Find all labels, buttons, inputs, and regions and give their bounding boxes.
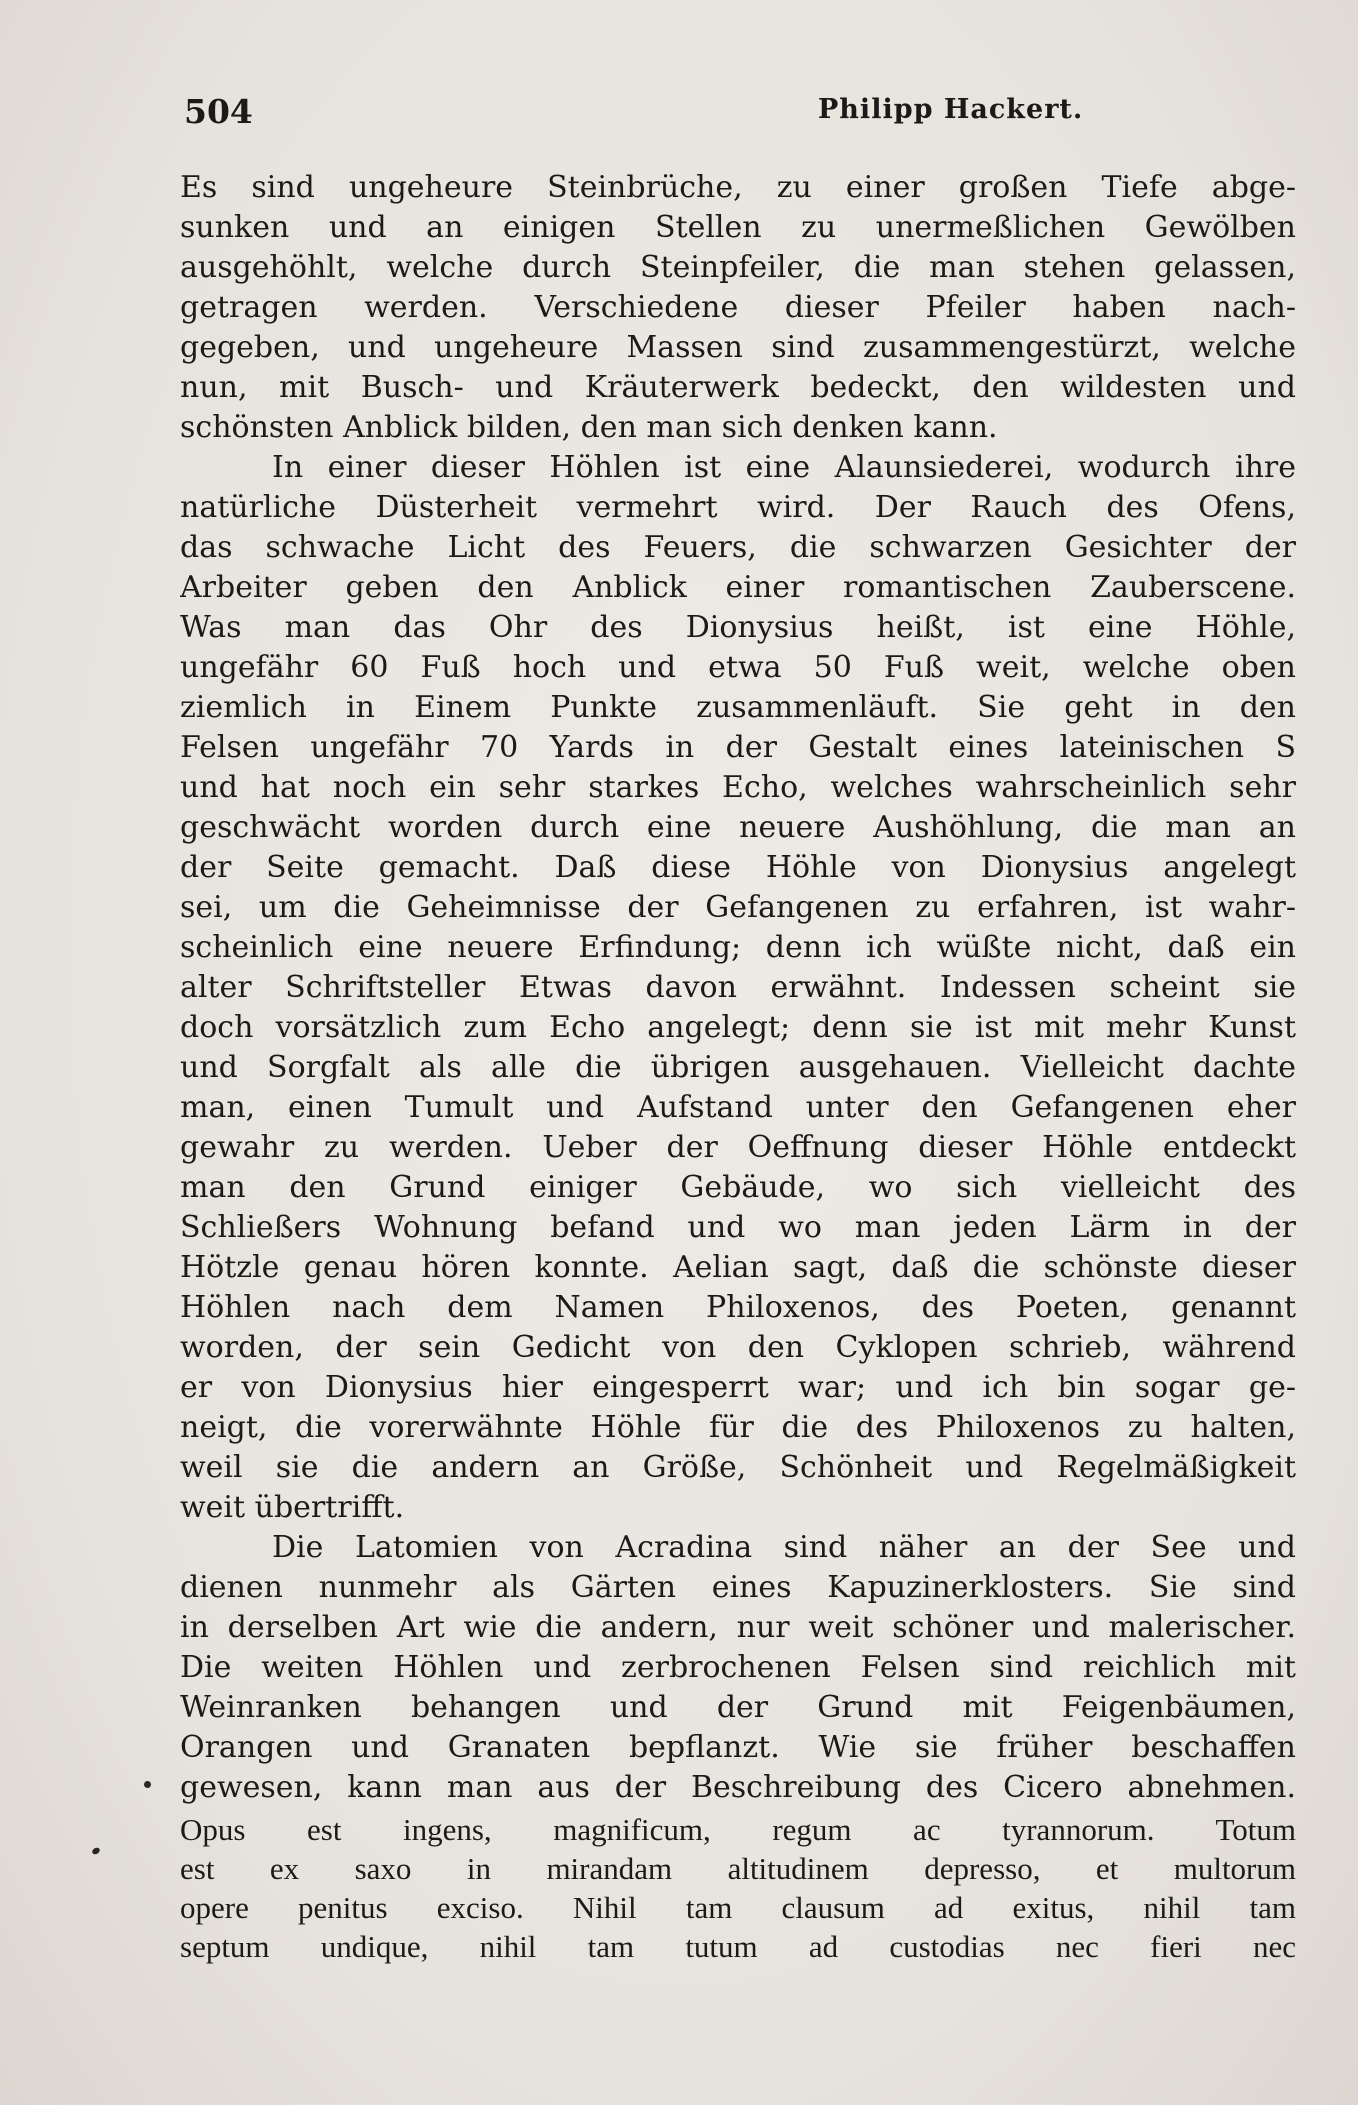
text-line: er von Dionysius hier eingesperrt war; und ich bin sogar ge- xyxy=(180,1370,1296,1405)
text-line: Schließers Wohnung befand und wo man jeden Lärm in der xyxy=(180,1210,1296,1245)
text-line: scheinlich eine neuere Erfindung; denn ich wüßte nicht, daß ein xyxy=(180,930,1296,965)
text-line: gewesen, kann man aus der Beschreibung des Cicero abnehmen. xyxy=(180,1770,1296,1805)
quote-line: opere penitus exciso. Nihil tam clausum ad exitus, nihil tam xyxy=(180,1890,1296,1925)
text-line: gewahr zu werden. Ueber der Oeffnung dieser Höhle entdeckt xyxy=(180,1130,1296,1165)
text-line: Orangen und Granaten bepflanzt. Wie sie früher beschaffen xyxy=(180,1730,1296,1765)
paragraph-3 xyxy=(180,1528,1296,1808)
text-line: weil sie die andern an Größe, Schönheit und Regelmäßigkeit xyxy=(180,1450,1296,1485)
text-line: das schwache Licht des Feuers, die schwarzen Gesichter der xyxy=(180,530,1296,565)
paragraph-2 xyxy=(180,448,1296,1528)
quote-line: Opus est ingens, magnificum, regum ac tyrannorum. Totum xyxy=(180,1812,1296,1847)
paragraph-1 xyxy=(180,168,1296,448)
page-header xyxy=(180,92,1300,132)
text-line: sunken und an einigen Stellen zu unermeßlichen Gewölben xyxy=(180,210,1296,245)
ink-speck xyxy=(91,1846,101,1855)
quote-line: septum undique, nihil tam tutum ad custodias nec fieri nec xyxy=(180,1929,1296,1964)
text-line: Arbeiter geben den Anblick einer romantischen Zauberscene. xyxy=(180,570,1296,605)
text-line: dienen nunmehr als Gärten eines Kapuzinerklosters. Sie sind xyxy=(180,1570,1296,1605)
ink-speck xyxy=(144,1781,151,1788)
text-line: Höhlen nach dem Namen Philoxenos, des Poeten, genannt xyxy=(180,1290,1296,1325)
text-line: natürliche Düsterheit vermehrt wird. Der Rauch des Ofens, xyxy=(180,490,1296,525)
text-line: ungefähr 60 Fuß hoch und etwa 50 Fuß weit, welche oben xyxy=(180,650,1296,685)
text-line: geschwächt worden durch eine neuere Aushöhlung, die man an xyxy=(180,810,1296,845)
text-line: schönsten Anblick bilden, den man sich denken kann. xyxy=(180,410,998,445)
text-line: Weinranken behangen und der Grund mit Feigenbäumen, xyxy=(180,1690,1296,1725)
text-line: Die weiten Höhlen und zerbrochenen Felsen sind reichlich mit xyxy=(180,1650,1296,1685)
text-line: ziemlich in Einem Punkte zusammenläuft. Sie geht in den xyxy=(180,690,1296,725)
text-line: in derselben Art wie die andern, nur weit schöner und malerischer. xyxy=(180,1610,1296,1645)
page-number: 504 xyxy=(184,92,253,131)
text-line: doch vorsätzlich zum Echo angelegt; denn sie ist mit mehr Kunst xyxy=(180,1010,1296,1045)
body-text xyxy=(180,168,1296,1966)
running-title: Philipp Hackert. xyxy=(818,94,1084,125)
text-line: nun, mit Busch- und Kräuterwerk bedeckt, den wildesten und xyxy=(180,370,1296,405)
text-line: sei, um die Geheimnisse der Gefangenen zu erfahren, ist wahr- xyxy=(180,890,1296,925)
text-line: neigt, die vorerwähnte Höhle für die des Philoxenos zu halten, xyxy=(180,1410,1296,1445)
text-line: worden, der sein Gedicht von den Cyklopen schrieb, während xyxy=(180,1330,1296,1365)
text-line: Was man das Ohr des Dionysius heißt, ist eine Höhle, xyxy=(180,610,1296,645)
text-line: und hat noch ein sehr starkes Echo, welches wahrscheinlich sehr xyxy=(180,770,1296,805)
text-line: Die Latomien von Acradina sind näher an der See und xyxy=(272,1530,1296,1565)
text-line: Hötzle genau hören konnte. Aelian sagt, daß die schönste dieser xyxy=(180,1250,1296,1285)
text-line: In einer dieser Höhlen ist eine Alaunsiederei, wodurch ihre xyxy=(272,450,1296,485)
text-line: man, einen Tumult und Aufstand unter den Gefangenen eher xyxy=(180,1090,1296,1125)
text-line: ausgehöhlt, welche durch Steinpfeiler, die man stehen gelassen, xyxy=(180,250,1296,285)
text-line: Es sind ungeheure Steinbrüche, zu einer großen Tiefe abge- xyxy=(180,170,1296,205)
quote-line: est ex saxo in mirandam altitudinem depresso, et multorum xyxy=(180,1851,1296,1886)
text-line: getragen werden. Verschiedene dieser Pfeiler haben nach- xyxy=(180,290,1296,325)
latin-quote xyxy=(180,1810,1296,1966)
text-line: und Sorgfalt als alle die übrigen ausgehauen. Vielleicht dachte xyxy=(180,1050,1296,1085)
text-line: der Seite gemacht. Daß diese Höhle von Dionysius angelegt xyxy=(180,850,1296,885)
text-line: man den Grund einiger Gebäude, wo sich vielleicht des xyxy=(180,1170,1296,1205)
text-line: Felsen ungefähr 70 Yards in der Gestalt eines lateinischen S xyxy=(180,730,1296,765)
text-line: weit übertrifft. xyxy=(180,1490,405,1525)
text-line: gegeben, und ungeheure Massen sind zusammengestürzt, welche xyxy=(180,330,1296,365)
text-line: alter Schriftsteller Etwas davon erwähnt. Indessen scheint sie xyxy=(180,970,1296,1005)
